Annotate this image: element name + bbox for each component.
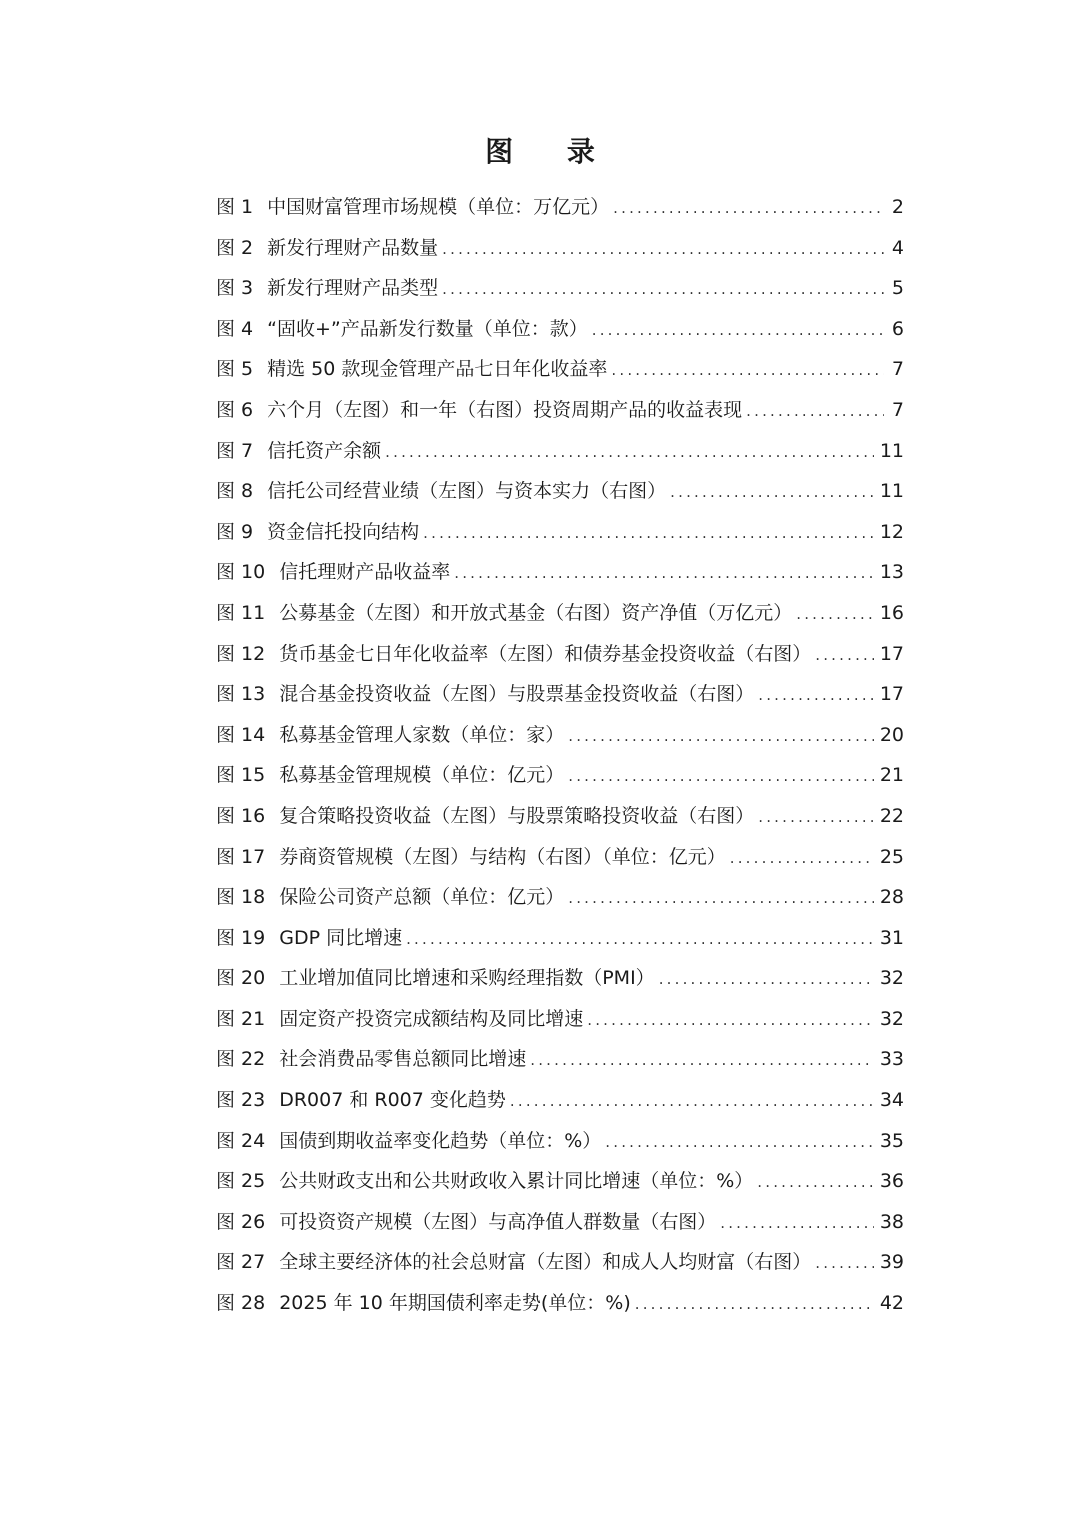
figure-number: 图 4 (216, 317, 254, 340)
page-number: 32 (879, 967, 904, 990)
figure-caption: 全球主要经济体的社会总财富（左图）和成人人均财富（右图） (279, 1251, 812, 1274)
figure-number: 图 18 (216, 886, 266, 909)
figure-caption: “固收+”产品新发行数量（单位：款） (267, 317, 588, 340)
page-number: 17 (879, 683, 904, 706)
page-number: 7 (891, 398, 904, 421)
figure-number: 图 13 (216, 683, 266, 706)
dot-leader (568, 756, 874, 796)
toc-entry[interactable] (216, 187, 904, 228)
page-number: 5 (891, 277, 904, 300)
toc-entry[interactable] (216, 918, 904, 959)
figure-caption: 公募基金（左图）和开放式基金（右图）资产净值（万亿元） (279, 601, 793, 624)
figure-number: 图 1 (216, 196, 254, 218)
dot-leader (605, 1122, 874, 1162)
page-number: 31 (879, 926, 904, 949)
toc-entry[interactable] (216, 715, 904, 756)
figure-caption: DR007 和 R007 变化趋势 (279, 1089, 506, 1112)
figure-caption: 货币基金七日年化收益率（左图）和债券基金投资收益（右图） (279, 642, 812, 665)
figure-number: 图 7 (216, 439, 254, 462)
figure-caption: 公共财政支出和公共财政收入累计同比增速（单位：%） (279, 1170, 754, 1193)
toc-entry[interactable] (216, 1039, 904, 1080)
dot-leader (442, 269, 884, 309)
figure-number: 图 27 (216, 1251, 266, 1274)
figure-number: 图 12 (216, 642, 266, 665)
toc-entry[interactable] (216, 755, 904, 796)
dot-leader (758, 797, 874, 837)
toc-entry[interactable] (216, 837, 904, 878)
toc-entry[interactable] (216, 1080, 904, 1121)
page-number: 21 (879, 764, 904, 787)
figure-caption: 六个月（左图）和一年（右图）投资周期产品的收益表现 (267, 398, 743, 421)
toc-entry[interactable] (216, 674, 904, 715)
dot-leader (757, 1162, 874, 1202)
page-number: 42 (879, 1292, 904, 1315)
figure-number: 图 21 (216, 1007, 266, 1030)
dot-leader (510, 1081, 874, 1121)
toc-entry[interactable] (216, 958, 904, 999)
figure-caption: 国债到期收益率变化趋势（单位：%） (279, 1129, 602, 1152)
dot-leader (568, 716, 874, 756)
page-number: 17 (879, 642, 904, 665)
dot-leader (670, 472, 874, 512)
page-number: 36 (879, 1170, 904, 1193)
dot-leader (659, 959, 874, 999)
toc-entry[interactable] (216, 1202, 904, 1243)
toc-entry[interactable] (216, 796, 904, 837)
figure-number: 图 22 (216, 1048, 266, 1071)
page-number: 11 (879, 439, 904, 462)
figure-number: 图 20 (216, 967, 266, 990)
dot-leader (720, 1203, 874, 1243)
figure-caption: 固定资产投资完成额结构及同比增速 (279, 1007, 584, 1030)
page-number: 32 (879, 1007, 904, 1030)
page-number: 4 (891, 236, 904, 259)
toc-entry[interactable] (216, 877, 904, 918)
dot-leader (587, 1000, 874, 1040)
toc-entry[interactable] (216, 552, 904, 593)
page-number: 20 (879, 723, 904, 746)
toc-entry[interactable] (216, 471, 904, 512)
dot-leader (611, 350, 884, 390)
figure-number: 图 19 (216, 926, 266, 949)
figure-number: 图 24 (216, 1129, 266, 1152)
page-title: 图 录 (485, 135, 617, 168)
figure-number: 图 5 (216, 358, 254, 381)
dot-leader (730, 838, 874, 878)
figure-caption: 可投资资产规模（左图）与高净值人群数量（右图） (279, 1210, 717, 1233)
figure-number: 图 28 (216, 1292, 266, 1315)
toc-entry[interactable] (216, 512, 904, 553)
dot-leader (385, 432, 874, 472)
page-number: 28 (879, 886, 904, 909)
figure-caption: 私募基金管理人家数（单位：家） (279, 723, 565, 746)
toc-entry[interactable] (216, 309, 904, 350)
page-number: 12 (879, 520, 904, 543)
figure-number: 图 26 (216, 1210, 266, 1233)
toc-entry[interactable] (216, 1283, 904, 1324)
toc-entry[interactable] (216, 1121, 904, 1162)
figure-caption: 资金信托投向结构 (267, 520, 420, 543)
dot-leader (613, 188, 884, 228)
figure-number: 图 17 (216, 845, 266, 868)
page-number: 34 (879, 1089, 904, 1112)
figure-number: 图 10 (216, 561, 266, 584)
dot-leader (406, 919, 874, 959)
page-number: 11 (879, 480, 904, 503)
page-number: 33 (879, 1048, 904, 1071)
dot-leader (454, 553, 874, 593)
figure-number: 图 9 (216, 520, 254, 543)
figure-caption: 券商资管规模（左图）与结构（右图）（单位：亿元） (279, 845, 726, 868)
figure-caption: 信托资产余额 (267, 439, 382, 462)
toc-entry[interactable] (216, 593, 904, 634)
dot-leader (635, 1284, 874, 1324)
toc-entry[interactable] (216, 268, 904, 309)
toc-entry[interactable] (216, 349, 904, 390)
figure-number: 图 16 (216, 804, 266, 827)
figure-number: 图 15 (216, 764, 266, 787)
figure-caption: 中国财富管理市场规模（单位：万亿元） (267, 196, 610, 218)
dot-leader (568, 878, 874, 918)
figure-caption: 复合策略投资收益（左图）与股票策略投资收益（右图） (279, 804, 755, 827)
page-number: 38 (879, 1210, 904, 1233)
figure-caption: 保险公司资产总额（单位：亿元） (279, 886, 565, 909)
figure-caption: 新发行理财产品类型 (267, 277, 439, 300)
toc-entry[interactable] (216, 999, 904, 1040)
toc-entry[interactable] (216, 1161, 904, 1202)
figure-number: 图 6 (216, 398, 254, 421)
dot-leader (746, 391, 884, 431)
page-number: 13 (879, 561, 904, 584)
figure-caption: 私募基金管理规模（单位：亿元） (279, 764, 565, 787)
dot-leader (592, 310, 884, 350)
figure-caption: 信托公司经营业绩（左图）与资本实力（右图） (267, 480, 667, 503)
page-number: 39 (879, 1251, 904, 1274)
page-number: 35 (879, 1129, 904, 1152)
figure-caption: GDP 同比增速 (279, 926, 403, 949)
page-number: 2 (891, 196, 904, 218)
figure-caption: 社会消费品零售总额同比增速 (279, 1048, 527, 1071)
figure-caption: 信托理财产品收益率 (279, 561, 451, 584)
toc-entry[interactable] (216, 1242, 904, 1283)
dot-leader (442, 229, 884, 269)
figure-caption: 精选 50 款现金管理产品七日年化收益率 (267, 358, 608, 381)
dot-leader (758, 675, 874, 715)
figure-number: 图 3 (216, 277, 254, 300)
toc-entry[interactable] (216, 390, 904, 431)
page-number: 25 (879, 845, 904, 868)
figure-number: 图 11 (216, 601, 266, 624)
dot-leader (815, 635, 874, 675)
figure-caption: 新发行理财产品数量 (267, 236, 439, 259)
page-number: 7 (891, 358, 904, 381)
figure-number: 图 23 (216, 1089, 266, 1112)
toc-entry[interactable] (216, 431, 904, 472)
figure-list (216, 187, 904, 1324)
page-number: 22 (879, 804, 904, 827)
figure-caption: 工业增加值同比增速和采购经理指数（PMI） (279, 967, 655, 990)
page-number: 6 (891, 317, 904, 340)
dot-leader (423, 513, 874, 553)
figure-caption: 混合基金投资收益（左图）与股票基金投资收益（右图） (279, 683, 755, 706)
dot-leader (815, 1243, 874, 1283)
figure-number: 图 14 (216, 723, 266, 746)
figure-number: 图 2 (216, 236, 254, 259)
toc-entry[interactable] (216, 228, 904, 269)
figure-number: 图 25 (216, 1170, 266, 1193)
page-number: 16 (879, 601, 904, 624)
dot-leader (796, 594, 874, 634)
figure-number: 图 8 (216, 480, 254, 503)
toc-entry[interactable] (216, 634, 904, 675)
dot-leader (530, 1040, 874, 1080)
figure-caption: 2025 年 10 年期国债利率走势(单位：%) (279, 1292, 631, 1315)
